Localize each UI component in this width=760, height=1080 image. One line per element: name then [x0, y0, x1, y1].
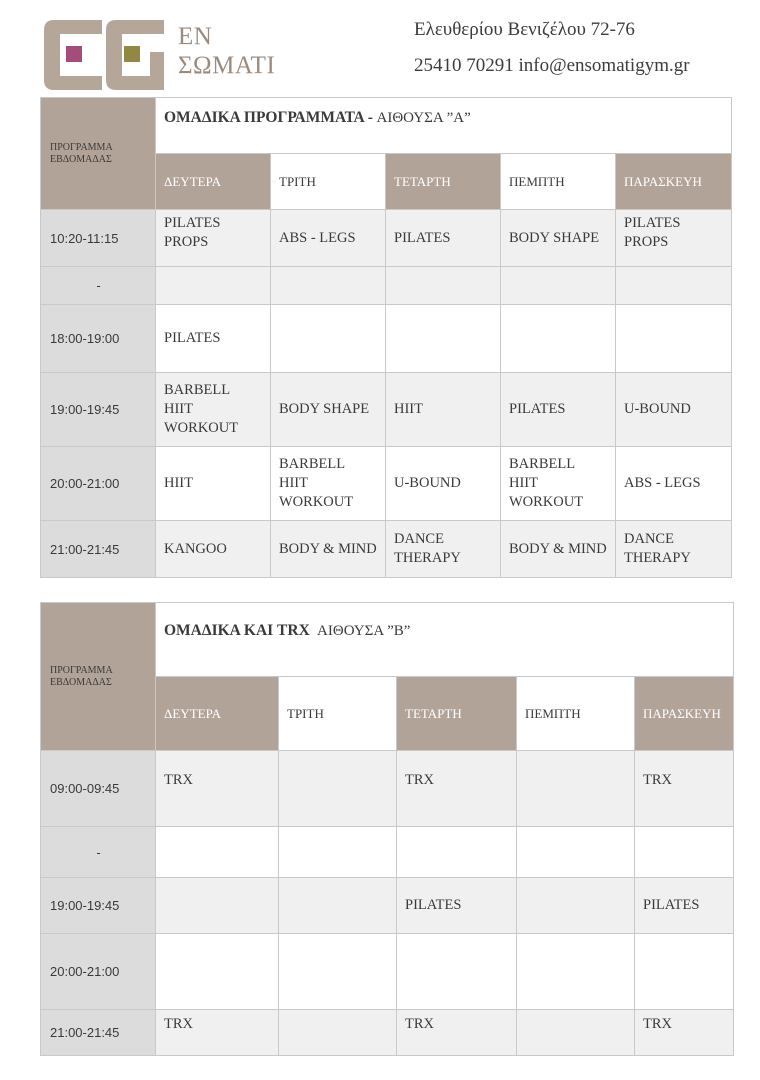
class-cell: ABS - LEGS [616, 447, 732, 521]
class-cell: U-BOUND [386, 447, 501, 521]
table-row [41, 934, 734, 1010]
class-cell [386, 305, 501, 373]
class-cell: PILATES [635, 878, 734, 934]
table-row [41, 827, 734, 878]
class-cell: PILATES PROPS [616, 210, 732, 267]
table-a-title-bold: ΟΜΑΔΙΚΑ ΠΡΟΓΡΑΜΜΑΤΑ - [164, 109, 373, 126]
table-row [41, 521, 732, 578]
class-cell: PILATES [501, 373, 616, 447]
class-cell [156, 878, 279, 934]
class-cell: BARBELL HIIT WORKOUT [271, 447, 386, 521]
day-header: ΤΡΙΤΗ [271, 154, 386, 210]
day-header: ΤΕΤΑΡΤΗ [397, 677, 517, 751]
time-slot: 18:00-19:00 [41, 305, 156, 373]
class-cell: HIIT [386, 373, 501, 447]
day-header: ΠΑΡΑΣΚΕΥΗ [616, 154, 732, 210]
table-row [41, 373, 732, 447]
class-cell: ABS - LEGS [271, 210, 386, 267]
table-row [41, 210, 732, 267]
class-cell: PILATES [386, 210, 501, 267]
table-b-title-bold: ΟΜΑΔΙΚΑ ΚΑΙ TRX [164, 622, 310, 639]
brand-line-1: ΕΝ [178, 23, 213, 50]
schedule-table-a [40, 97, 732, 578]
table-row [41, 878, 734, 934]
class-cell: KANGOO [156, 521, 271, 578]
day-header: ΤΕΤΑΡΤΗ [386, 154, 501, 210]
class-cell: DANCE THERAPY [616, 521, 732, 578]
class-cell [635, 934, 734, 1010]
table-row [41, 267, 732, 305]
brand-line-2: ΣΩΜΑΤΙ [178, 52, 276, 79]
class-cell: BODY & MIND [271, 521, 386, 578]
time-slot: 09:00-09:45 [41, 751, 156, 827]
class-cell: BARBELL HIIT WORKOUT [156, 373, 271, 447]
class-cell: TRX [156, 1010, 279, 1056]
schedule-table-b [40, 602, 734, 1056]
week-program-label: ΠΡΟΓΡΑΜΜΑ ΕΒΔΟΜΑΔΑΣ [41, 98, 156, 210]
contact-block [414, 12, 690, 84]
class-cell [501, 267, 616, 305]
day-header: ΠΕΜΠΤΗ [517, 677, 635, 751]
class-cell [517, 1010, 635, 1056]
class-cell [397, 934, 517, 1010]
class-cell: TRX [635, 751, 734, 827]
class-cell [156, 827, 279, 878]
time-slot: 19:00-19:45 [41, 878, 156, 934]
time-slot: 21:00-21:45 [41, 521, 156, 578]
logo [40, 14, 280, 94]
class-cell [517, 751, 635, 827]
class-cell: BODY SHAPE [501, 210, 616, 267]
class-cell: PILATES [156, 305, 271, 373]
logo-mark-icon [40, 16, 168, 94]
class-cell [279, 1010, 397, 1056]
class-cell [386, 267, 501, 305]
table-row [41, 751, 734, 827]
class-cell [271, 305, 386, 373]
class-cell: TRX [156, 751, 279, 827]
class-cell: BODY SHAPE [271, 373, 386, 447]
time-slot: 19:00-19:45 [41, 373, 156, 447]
time-slot: 20:00-21:00 [41, 934, 156, 1010]
class-cell [635, 827, 734, 878]
class-cell: TRX [635, 1010, 734, 1056]
day-header: ΔΕΥΤΕΡΑ [156, 154, 271, 210]
table-b-title [156, 603, 734, 677]
day-header: ΔΕΥΤΕΡΑ [156, 677, 279, 751]
class-cell [156, 267, 271, 305]
class-cell [616, 305, 732, 373]
class-cell [271, 267, 386, 305]
class-cell [517, 878, 635, 934]
table-b-title-room: ΑΙΘΟΥΣΑ ”Β” [317, 623, 411, 639]
time-slot: - [41, 267, 156, 305]
day-header: ΠΕΜΠΤΗ [501, 154, 616, 210]
class-cell: TRX [397, 1010, 517, 1056]
week-program-label: ΠΡΟΓΡΑΜΜΑ ΕΒΔΟΜΑΔΑΣ [41, 603, 156, 751]
class-cell: BODY & MIND [501, 521, 616, 578]
time-slot: 21:00-21:45 [41, 1010, 156, 1056]
class-cell: U-BOUND [616, 373, 732, 447]
class-cell [397, 827, 517, 878]
table-row [41, 447, 732, 521]
class-cell: PILATES PROPS [156, 210, 271, 267]
class-cell [501, 305, 616, 373]
class-cell: PILATES [397, 878, 517, 934]
class-cell [616, 267, 732, 305]
class-cell [517, 827, 635, 878]
class-cell: BARBELL HIIT WORKOUT [501, 447, 616, 521]
class-cell: TRX [397, 751, 517, 827]
address: Ελευθερίου Βενιζέλου 72-76 [414, 19, 635, 40]
class-cell [279, 827, 397, 878]
class-cell [279, 878, 397, 934]
class-cell: DANCE THERAPY [386, 521, 501, 578]
class-cell: HIIT [156, 447, 271, 521]
time-slot: 10:20-11:15 [41, 210, 156, 267]
table-a-title [156, 98, 732, 154]
table-row [41, 305, 732, 373]
class-cell [279, 751, 397, 827]
class-cell [156, 934, 279, 1010]
day-header: ΠΑΡΑΣΚΕΥΗ [635, 677, 734, 751]
time-slot: 20:00-21:00 [41, 447, 156, 521]
phone-email: 25410 70291 info@ensomatigym.gr [414, 55, 690, 76]
time-slot: - [41, 827, 156, 878]
class-cell [517, 934, 635, 1010]
class-cell [279, 934, 397, 1010]
table-a-title-room: ΑΙΘΟΥΣΑ ”Α” [376, 110, 471, 126]
table-row [41, 1010, 734, 1056]
day-header: ΤΡΙΤΗ [279, 677, 397, 751]
brand-name [178, 22, 275, 80]
